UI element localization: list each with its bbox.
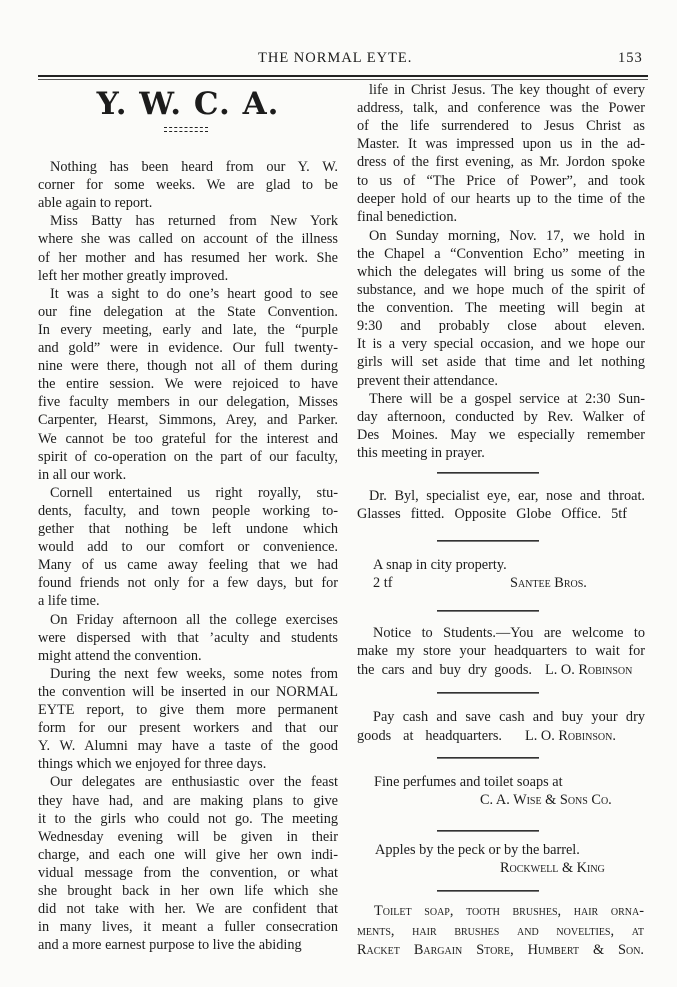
paragraph-line: things which we enjoyed for three days. — [38, 756, 267, 773]
paragraph-line: they have had, and are making plans to give — [38, 792, 338, 809]
header-rule — [38, 75, 648, 77]
running-header: THE NORMAL EYTE. — [258, 50, 413, 66]
ad-line: Glasses fitted. Opposite Globe Office. 5tf — [357, 506, 627, 522]
ad-line: A snap in city property. — [373, 557, 507, 573]
paragraph-line: in all our work. — [38, 466, 127, 483]
paragraph-line: to us of “The Price of Power”, and took — [357, 172, 645, 189]
paragraph-line: the convention. The meeting will begin at — [357, 300, 645, 317]
paragraph-line: five faculty members in our delegation, Misses — [38, 394, 338, 411]
paragraph-line: Cornell entertained us right royally, stu- — [50, 484, 338, 501]
paragraph-line: During the next few weeks, some notes from — [50, 665, 338, 682]
paragraph-line: 9:30 and probably close about eleven. — [357, 318, 645, 335]
paragraph-line: In every meeting, early and late, the “purple — [38, 321, 338, 338]
paragraph-line: the Chapel a “Convention Echo” meeting in — [357, 245, 645, 262]
ad-line: Notice to Students.—You are welcome to — [373, 625, 645, 641]
paragraph-line: deeper hold of our hearts up to the time of the — [357, 190, 645, 207]
paragraph-line: Miss Batty has returned from New York — [50, 213, 338, 230]
paragraph-line: On Friday afternoon all the college exercises — [50, 611, 338, 628]
paragraph-line: address, talk, and conference was the Power — [357, 100, 645, 117]
ad-signature: L. O. Robinson. — [525, 728, 616, 744]
separator-rule — [437, 472, 539, 474]
paragraph-line: nine were there, though not all of them during — [38, 358, 338, 375]
paragraph-line: she brought back in her own life which she — [38, 883, 338, 899]
ad-line: ments, hair brushes and novelties, at — [357, 923, 644, 939]
paragraph-line: which the delegates will bring us some of the — [357, 263, 645, 280]
paragraph-line: the convention will be inserted in our NORMAL — [38, 683, 338, 700]
paragraph-line: left her mother greatly improved. — [38, 267, 229, 284]
paragraph-line: Our delegates are enthusiastic over the feast — [50, 774, 338, 791]
ad-line: Fine perfumes and toilet soaps at — [374, 774, 563, 790]
paragraph-line: this meeting in prayer. — [357, 444, 485, 461]
paragraph-line: We cannot be too grateful for the interest and — [38, 430, 338, 447]
ad-line: the cars and buy dry goods. — [357, 662, 532, 678]
ad-signature: L. O. Robinson — [545, 662, 633, 678]
ad-line: goods at headquarters. — [357, 728, 502, 744]
paragraph-line: Y. W. Alumni may have a taste of the good — [38, 738, 338, 755]
paragraph-line: On Sunday morning, Nov. 17, we hold in — [369, 227, 645, 244]
page-number: 153 — [618, 50, 643, 66]
ad-code: 2 tf — [373, 575, 393, 591]
separator-rule — [437, 890, 539, 892]
ad-line: Toilet soap, tooth brushes, hair orna- — [374, 903, 644, 919]
paragraph-line: were dispersed with that ’aculty and students — [38, 629, 338, 646]
paragraph-line: corner for some weeks. We are glad to be — [38, 177, 338, 194]
paragraph-line: EYTE report, to give them more permanent — [38, 702, 338, 718]
paragraph-line: might attend the convention. — [38, 647, 202, 664]
article-title: Y. W. C. A. — [96, 86, 280, 122]
paragraph-line: found friends not only for a few days, but for — [38, 575, 338, 592]
paragraph-line: of the life surrendered to Jesus Christ as — [357, 118, 645, 135]
paragraph-line: prevent their attendance. — [357, 372, 498, 389]
separator-rule — [437, 610, 539, 612]
ad-line: Pay cash and save cash and buy your dry — [373, 709, 645, 725]
separator-rule — [437, 692, 539, 694]
header-rule-thin — [38, 79, 648, 80]
paragraph-line: day afternoon, conducted by Rev. Walker of — [357, 408, 645, 425]
separator-rule — [437, 757, 539, 759]
paragraph-line: would add to our comfort or convenience. — [38, 539, 338, 556]
ad-signature: Santee Bros. — [510, 575, 587, 591]
paragraph-line: final benediction. — [357, 208, 458, 225]
paragraph-line: charge, and each one will give her own indi- — [38, 846, 338, 863]
paragraph-line: gether that nothing be left undone which — [38, 521, 338, 537]
paragraph-line: dress of the first evening, as Mr. Jordon spoke — [357, 154, 645, 171]
paragraph-line: a life time. — [38, 593, 100, 610]
paragraph-line: the entire session. We were rejoiced to have — [38, 376, 338, 393]
paragraph-line: Many of us came away feeling that we had — [38, 557, 338, 574]
paragraph-line: Nothing has been heard from our Y. W. — [50, 159, 338, 175]
paragraph-line: It is a very special occasion, and we hope our — [357, 336, 645, 353]
ad-line: Apples by the peck or by the barrel. — [375, 842, 580, 858]
paragraph-line: of her mother and has resumed her work. She — [38, 249, 338, 266]
ad-line: make my store your headquarters to wait for — [357, 643, 645, 659]
ad-signature: Rockwell & King — [500, 860, 605, 876]
ad-line: Racket Bargain Store, Humbert & Son. — [357, 942, 644, 958]
paragraph-line: and gold” were in evidence. Our full twenty- — [38, 340, 338, 356]
paragraph-line: vidual message from the convention, or what — [38, 864, 338, 881]
paragraph-line: life in Christ Jesus. The key thought of every — [369, 82, 645, 98]
paragraph-line: form for our present workers and that our — [38, 720, 338, 737]
paragraph-line: did not take with her. We are confident that — [38, 901, 338, 918]
paragraph-line: in many lives, it meant a fuller consecration — [38, 919, 338, 936]
paragraph-line: dents, faculty, and town people working to- — [38, 502, 338, 519]
paragraph-line: able again to report. — [38, 195, 153, 212]
separator-rule — [437, 830, 539, 832]
paragraph-line: where she was called on account of the illness — [38, 231, 338, 248]
separator-rule — [437, 540, 539, 542]
paragraph-line: It was a sight to do one’s heart good to see — [50, 285, 338, 302]
paragraph-line: Master. It was impressed upon us in the ad- — [357, 136, 645, 153]
paragraph-line: Carpenter, Hearst, Simmons, Arey, and Parker. — [38, 412, 338, 429]
ad-line: Dr. Byl, specialist eye, ear, nose and throat. — [369, 488, 645, 504]
paragraph-line: spirit of co-operation on the part of our faculty, — [38, 448, 338, 465]
title-ornament — [164, 127, 208, 132]
paragraph-line: There will be a gospel service at 2:30 Sun- — [369, 390, 645, 407]
paragraph-line: girls will set aside that time and let nothing — [357, 354, 645, 371]
paragraph-line: substance, and we hope much of the spirit of — [357, 282, 645, 298]
paragraph-line: Des Moines. May we especially remember — [357, 426, 645, 443]
paragraph-line: and a more earnest purpose to live the abiding — [38, 937, 302, 954]
paragraph-line: our fine delegation at the State Convention. — [38, 303, 338, 320]
paragraph-line: Wednesday evening will be given in their — [38, 828, 338, 845]
paragraph-line: it to the girls who could not go. The meeting — [38, 810, 338, 827]
ad-signature: C. A. Wise & Sons Co. — [480, 792, 612, 808]
